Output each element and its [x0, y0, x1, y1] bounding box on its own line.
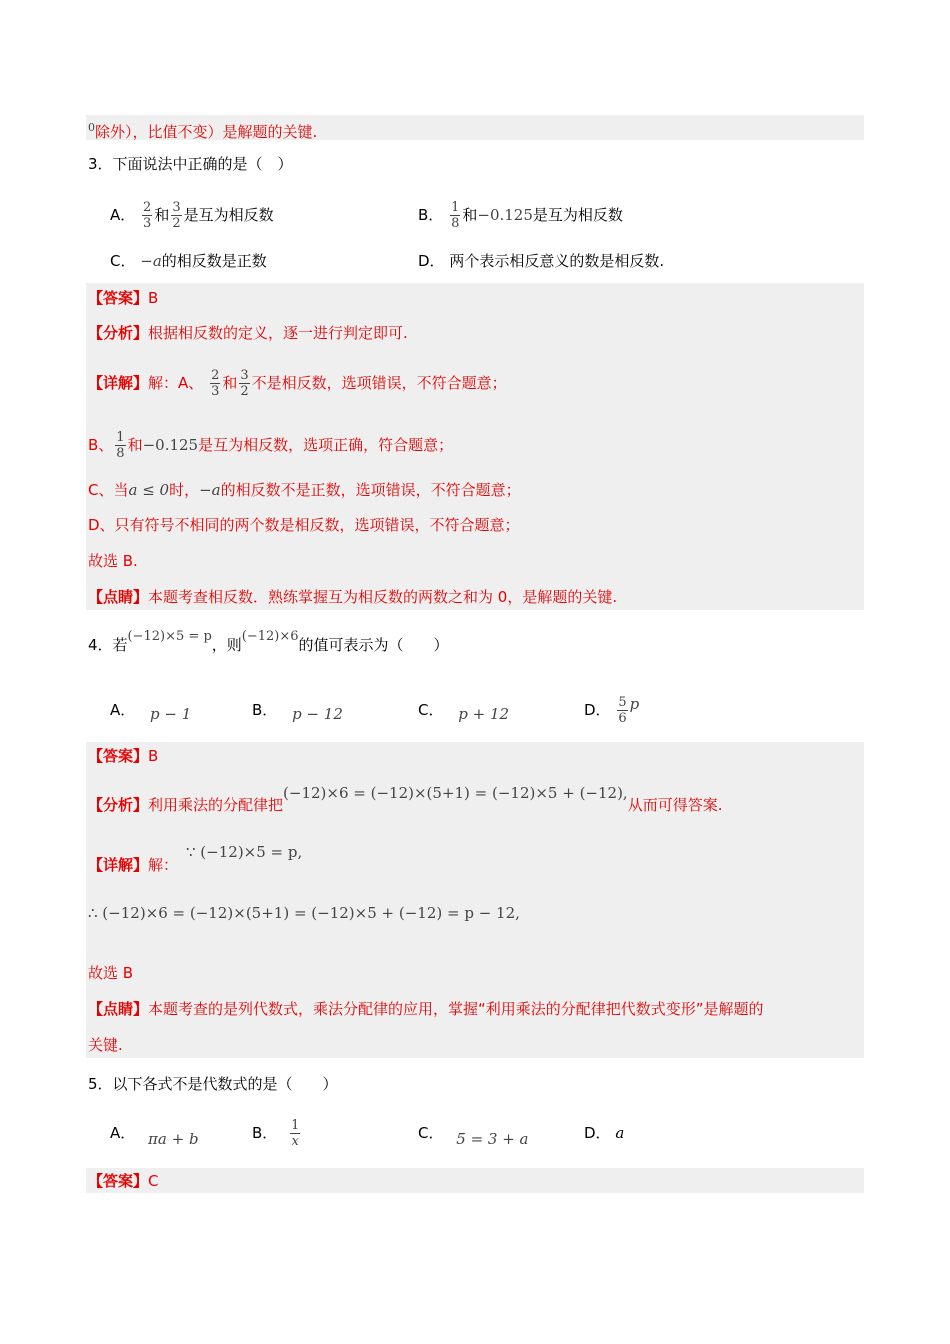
q5-answer	[88, 1170, 159, 1192]
stem-text: ，则	[211, 636, 242, 654]
q5-option-d	[584, 1122, 624, 1144]
q5-option-a	[110, 1122, 199, 1148]
math-expr: p + 12	[458, 705, 510, 723]
analysis-tag: 【分析】	[88, 796, 149, 814]
math-value: −0.125	[142, 436, 199, 454]
math-expr: −a	[140, 252, 162, 270]
q5-solution-shade	[86, 1168, 864, 1193]
q4-detail-math2: ∴ (−12)×6 = (−12)×(5+1) = (−12)×5 + (−12) = p − 12,	[88, 904, 520, 922]
math-value: −0.125	[477, 206, 533, 224]
denominator: 6	[618, 711, 627, 726]
denominator: 8	[451, 216, 460, 231]
math-expr: (−12)×6	[241, 629, 299, 644]
detail-text: 解：A、	[148, 374, 204, 392]
denominator: 2	[240, 384, 249, 399]
zero-symbol: 0	[88, 121, 95, 134]
denominator: x	[291, 1134, 299, 1149]
q4-choose: 故选 B	[88, 964, 134, 982]
q4-detail-math1: ∵ (−12)×5 = p,	[186, 843, 303, 861]
fraction	[290, 1118, 300, 1149]
detail-text: 时，	[169, 481, 200, 499]
denominator: 8	[116, 446, 125, 461]
q3-option-c	[110, 250, 267, 272]
option-text: 的相反数是正数	[161, 252, 267, 270]
option-label: A．	[110, 206, 136, 224]
q3-answer	[88, 287, 158, 309]
detail-text: 的相反数不是正数，选项错误，不符合题意；	[220, 481, 521, 499]
point-tag: 【点睛】	[88, 1000, 149, 1018]
numerator: 2	[143, 200, 152, 215]
numerator: 1	[451, 200, 460, 215]
q4-option-a	[110, 699, 191, 721]
q4-option-c	[418, 699, 509, 721]
denominator: 2	[172, 216, 181, 231]
option-label: B．	[252, 1124, 278, 1142]
math-expr: (−12)×5 = p	[127, 629, 212, 644]
math-expr: a ≤ 0	[128, 481, 170, 499]
answer-tag: 【答案】	[88, 289, 149, 307]
numerator: 1	[291, 1118, 300, 1133]
option-text: 是互为相反数	[183, 206, 274, 224]
fraction	[617, 695, 627, 726]
top-continuation	[88, 117, 317, 143]
analysis-tag: 【分析】	[88, 324, 149, 342]
option-label: D．	[584, 1124, 611, 1142]
option-label: C．	[418, 701, 444, 719]
q4-point-line1	[88, 998, 764, 1020]
denominator: 3	[143, 216, 152, 231]
q5-option-c	[418, 1122, 529, 1148]
detail-text: 解：	[148, 856, 179, 874]
math-expr: p − 12	[292, 705, 343, 723]
math-expr: −a	[199, 481, 221, 499]
numerator: 3	[172, 200, 181, 215]
q4-option-d	[584, 695, 639, 726]
answer-value: B	[148, 747, 159, 765]
fraction	[142, 200, 152, 231]
q4-analysis	[88, 784, 723, 816]
stem-text: 的值可表示为（ ）	[298, 636, 449, 654]
q4-answer	[88, 745, 158, 767]
fraction	[115, 430, 125, 461]
q5-stem: 5．以下各式不是代数式的是（ ）	[88, 1075, 338, 1093]
point-tag: 【点睛】	[88, 588, 149, 606]
q4-point-line2: 关键.	[88, 1036, 123, 1054]
q4-stem	[88, 629, 449, 658]
q4-option-b	[252, 699, 343, 721]
and-text: 和	[462, 206, 478, 224]
q3-stem: 3．下面说法中正确的是（ ）	[88, 155, 293, 173]
point-text: 本题考查的是列代数式，乘法分配律的应用，掌握“利用乘法的分配律把代数式变形”是解题的	[148, 1000, 764, 1018]
q3-option-a	[110, 200, 274, 231]
math-var: a	[615, 1124, 625, 1142]
q3-detail-d: D、只有符号不相同的两个数是相反数，选项错误，不符合题意；	[88, 516, 520, 534]
analysis-text: 利用乘法的分配律把	[148, 796, 284, 814]
option-label: B．	[418, 206, 444, 224]
math-var: p	[629, 695, 640, 713]
numerator: 2	[211, 368, 220, 383]
detail-text: 是互为相反数，选项正确，符合题意；	[198, 436, 454, 454]
option-label: A．	[110, 1124, 136, 1142]
q3-option-b	[418, 200, 623, 231]
q3-option-d	[418, 250, 664, 272]
option-label: C．	[418, 1124, 444, 1142]
q3-detail-c	[88, 479, 521, 501]
q3-analysis	[88, 322, 408, 344]
q3-detail-a	[88, 368, 507, 399]
top-text: 除外），比值不变）是解题的关键.	[95, 123, 318, 141]
q3-choose: 故选 B.	[88, 552, 138, 570]
option-label: A．	[110, 701, 136, 719]
analysis-text: 从而可得答案.	[627, 796, 723, 814]
fraction	[171, 200, 181, 231]
detail-text: C、当	[88, 481, 129, 499]
answer-tag: 【答案】	[88, 1172, 149, 1190]
answer-value: C	[148, 1172, 159, 1190]
q3-detail-b	[88, 430, 453, 461]
q3-point	[88, 586, 617, 608]
stem-text: 4．若	[88, 636, 128, 654]
detail-text: B、	[88, 436, 114, 454]
fraction	[450, 200, 460, 231]
detail-tag: 【详解】	[88, 856, 149, 874]
and-text: 和	[127, 436, 143, 454]
q4-detail-tag-line	[88, 854, 178, 876]
analysis-text: 根据相反数的定义，逐一进行判定即可.	[148, 324, 408, 342]
fraction	[210, 368, 220, 399]
math-expr: p − 1	[150, 705, 192, 723]
math-expr: πa + b	[148, 1130, 199, 1148]
point-text: 本题考查相反数．熟练掌握互为相反数的两数之和为 0，是解题的关键.	[148, 588, 618, 606]
math-expr: (−12)×6 = (−12)×(5+1) = (−12)×5 + (−12),	[283, 784, 628, 802]
answer-value: B	[148, 289, 159, 307]
denominator: 3	[211, 384, 220, 399]
detail-tag: 【详解】	[88, 374, 149, 392]
option-text: 两个表示相反意义的数是相反数.	[449, 252, 665, 270]
math-expr: 5 = 3 + a	[456, 1130, 529, 1148]
and-text: 和	[222, 374, 238, 392]
numerator: 5	[618, 695, 627, 710]
answer-tag: 【答案】	[88, 747, 149, 765]
and-text: 和	[154, 206, 170, 224]
fraction	[239, 368, 249, 399]
option-text: 是互为相反数	[532, 206, 623, 224]
option-label: B．	[252, 701, 278, 719]
option-label: C．	[110, 252, 136, 270]
numerator: 1	[116, 430, 125, 445]
detail-text: 不是相反数，选项错误，不符合题意；	[251, 374, 507, 392]
q5-option-b	[252, 1118, 302, 1149]
option-label: D．	[584, 701, 611, 719]
option-label: D．	[418, 252, 445, 270]
numerator: 3	[240, 368, 249, 383]
